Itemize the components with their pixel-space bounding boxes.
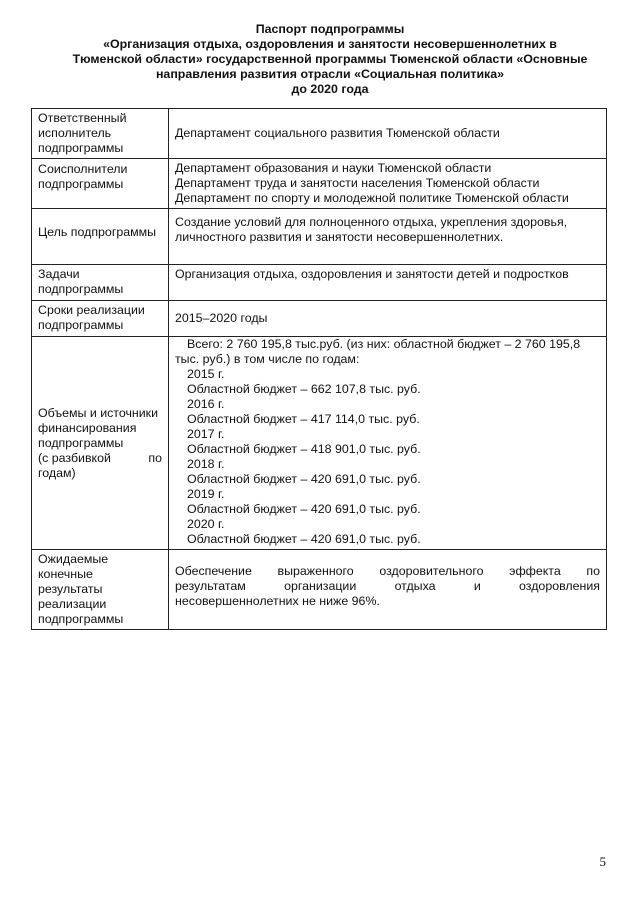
label-line: подпрограммы — [38, 177, 124, 191]
funding-total: тыс. руб.) в том числе по годам: — [175, 352, 360, 366]
value-cell — [169, 301, 607, 337]
terms-value: 2015–2020 годы — [175, 311, 268, 325]
coexecutor-line: Департамент образования и науки Тюменской области — [175, 161, 492, 175]
value-cell — [169, 209, 607, 265]
value-cell — [169, 550, 607, 630]
coexecutor-line: Департамент труда и занятости населения Тюменской области — [175, 176, 540, 190]
table-row-results — [32, 550, 607, 630]
value-cell — [169, 265, 607, 301]
label-line: Ответственный — [38, 111, 127, 125]
funding-year: 2018 г. — [187, 457, 225, 471]
label-line: Цель подпрограммы — [38, 225, 157, 239]
label-line: подпрограммы — [38, 612, 124, 626]
funding-year-line: Областной бюджет – 420 691,0 тыс. руб. — [187, 532, 421, 546]
results-line: результатам организации отдыха и оздоровления — [175, 579, 600, 593]
label-line: подпрограммы — [38, 435, 124, 450]
funding-year: 2017 г. — [187, 427, 225, 441]
funding-year-line: Областной бюджет – 420 691,0 тыс. руб. — [187, 502, 421, 516]
title-line: Тюменской области» государственной программы Тюменской области «Основные — [72, 52, 588, 66]
title-line: до 2020 года — [291, 82, 369, 96]
table-row-tasks — [32, 265, 607, 301]
label-cell — [32, 209, 169, 265]
label-cell — [32, 159, 169, 209]
funding-total: Всего: 2 760 195,8 тыс.руб. (из них: областной бюджет – 2 760 195,8 — [187, 337, 581, 351]
funding-year: 2019 г. — [187, 487, 225, 501]
label-line: подпрограммы — [38, 141, 124, 155]
label-line: Объемы и источники — [38, 405, 159, 420]
funding-year: 2015 г. — [187, 367, 225, 381]
label-line: Задачи — [38, 267, 80, 281]
label-line: Соисполнители — [38, 162, 128, 176]
label-fragment: по — [148, 450, 162, 465]
label-line: Сроки реализации — [38, 303, 145, 317]
label-fragment: (с разбивкой — [38, 450, 111, 465]
label-line: конечные — [38, 567, 93, 581]
label-line: финансирования — [38, 420, 137, 435]
results-line: Обеспечение выраженного оздоровительного эффекта по — [175, 564, 600, 578]
table-row-terms — [32, 301, 607, 337]
label-line: результаты — [38, 582, 103, 596]
label-line — [38, 451, 162, 466]
funding-year-line: Областной бюджет – 662 107,8 тыс. руб. — [187, 382, 421, 396]
passport-table — [31, 108, 607, 630]
goal-line: Создание условий для полноценного отдыха, укрепления здоровья, — [175, 215, 568, 229]
label-cell — [32, 265, 169, 301]
table-row-funding — [32, 337, 607, 550]
value-cell — [169, 159, 607, 209]
page-number: 5 — [599, 854, 606, 869]
funding-year: 2020 г. — [187, 517, 225, 531]
label-cell — [32, 337, 169, 550]
table-row-goal — [32, 209, 607, 265]
label-line: подпрограммы — [38, 318, 124, 332]
label-line: Ожидаемые — [38, 552, 109, 566]
label-cell — [32, 109, 169, 159]
results-line: несовершеннолетних не ниже 96%. — [175, 594, 380, 608]
title-line: направления развития отрасли «Социальная политика» — [155, 67, 505, 81]
tasks-value: Организация отдыха, оздоровления и занятости детей и подростков — [175, 267, 569, 281]
value-cell — [169, 109, 607, 159]
executor-value: Департамент социального развития Тюменской области — [175, 126, 500, 140]
coexecutor-line: Департамент по спорту и молодежной политике Тюменской области — [175, 191, 569, 205]
value-cell — [169, 337, 607, 550]
table-row-executor — [32, 109, 607, 159]
document-title — [50, 22, 610, 97]
funding-year-line: Областной бюджет – 420 691,0 тыс. руб. — [187, 472, 421, 486]
funding-year-line: Областной бюджет – 418 901,0 тыс. руб. — [187, 442, 421, 456]
label-line: годам) — [38, 465, 76, 480]
title-line: «Организация отдыха, оздоровления и занятости несовершеннолетних в — [103, 37, 557, 51]
funding-year-line: Областной бюджет – 417 114,0 тыс. руб. — [187, 412, 420, 426]
title-line: Паспорт подпрограммы — [255, 22, 405, 36]
label-line: исполнитель — [38, 126, 112, 140]
label-cell — [32, 550, 169, 630]
label-line: подпрограммы — [38, 282, 124, 296]
table-row-coexecutors — [32, 159, 607, 209]
label-cell — [32, 301, 169, 337]
funding-year: 2016 г. — [187, 397, 225, 411]
goal-line: личностного развития и занятости несовершеннолетних. — [175, 230, 504, 244]
label-line: реализации — [38, 597, 107, 611]
